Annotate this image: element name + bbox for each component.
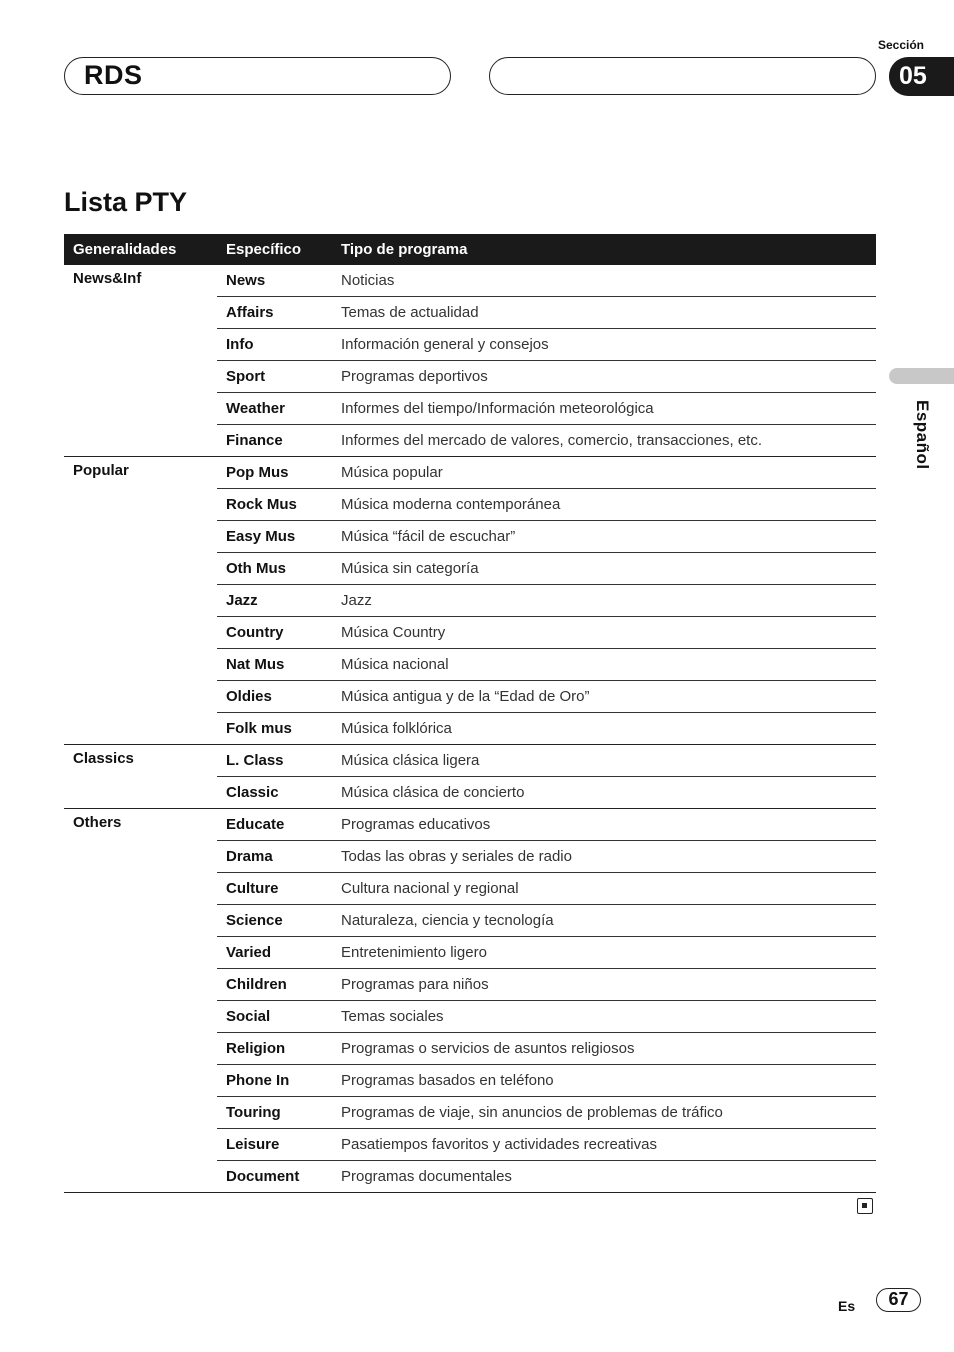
pty-code-cell: Touring [217, 1097, 332, 1129]
program-type-cell: Música popular [332, 457, 876, 489]
column-header-specific: Específico [217, 234, 332, 265]
pty-code-cell: Finance [217, 425, 332, 457]
program-type-cell: Música antigua y de la “Edad de Oro” [332, 681, 876, 713]
pty-code-cell: Folk mus [217, 713, 332, 745]
pty-code-cell: Easy Mus [217, 521, 332, 553]
pty-code-cell: Jazz [217, 585, 332, 617]
section-caption: Sección [877, 38, 925, 52]
program-type-cell: Música nacional [332, 649, 876, 681]
pty-code-cell: News [217, 265, 332, 297]
pty-code-cell: Sport [217, 361, 332, 393]
program-type-cell: Música “fácil de escuchar” [332, 521, 876, 553]
program-type-cell: Programas documentales [332, 1161, 876, 1193]
program-type-cell: Programas para niños [332, 969, 876, 1001]
program-type-cell: Pasatiempos favoritos y actividades recreativas [332, 1129, 876, 1161]
program-type-cell: Música clásica de concierto [332, 777, 876, 809]
program-type-cell: Programas basados en teléfono [332, 1065, 876, 1097]
program-type-cell: Programas educativos [332, 809, 876, 841]
pty-table [64, 234, 876, 1193]
program-type-cell: Temas sociales [332, 1001, 876, 1033]
pty-code-cell: Nat Mus [217, 649, 332, 681]
table-header-row [64, 234, 876, 265]
group-name-cell: Popular [64, 457, 217, 745]
pty-code-cell: Oth Mus [217, 553, 332, 585]
pty-code-cell: Phone In [217, 1065, 332, 1097]
table-row [64, 745, 876, 777]
pty-code-cell: L. Class [217, 745, 332, 777]
pty-table-body [64, 265, 876, 1193]
group-name-cell: News&Inf [64, 265, 217, 457]
pty-code-cell: Weather [217, 393, 332, 425]
pty-code-cell: Varied [217, 937, 332, 969]
program-type-cell: Programas de viaje, sin anuncios de problemas de tráfico [332, 1097, 876, 1129]
page-number: 67 [876, 1288, 921, 1312]
program-type-cell: Jazz [332, 585, 876, 617]
pty-code-cell: Religion [217, 1033, 332, 1065]
program-type-cell: Música Country [332, 617, 876, 649]
group-name-cell: Others [64, 809, 217, 1193]
group-name-cell: Classics [64, 745, 217, 809]
language-side-tab [889, 368, 954, 384]
table-row [64, 809, 876, 841]
program-type-cell: Música sin categoría [332, 553, 876, 585]
table-row [64, 265, 876, 297]
pty-code-cell: Social [217, 1001, 332, 1033]
pty-code-cell: Science [217, 905, 332, 937]
program-type-cell: Temas de actualidad [332, 297, 876, 329]
section-number-badge: 05 [889, 57, 954, 96]
program-type-cell: Programas deportivos [332, 361, 876, 393]
table-row [64, 457, 876, 489]
pty-code-cell: Pop Mus [217, 457, 332, 489]
pty-code-cell: Rock Mus [217, 489, 332, 521]
pty-code-cell: Document [217, 1161, 332, 1193]
chapter-title-frame [489, 57, 876, 95]
pty-code-cell: Affairs [217, 297, 332, 329]
page-title: Lista PTY [64, 187, 188, 217]
pty-code-cell: Children [217, 969, 332, 1001]
program-type-cell: Informes del tiempo/Información meteorológica [332, 393, 876, 425]
program-type-cell: Programas o servicios de asuntos religiosos [332, 1033, 876, 1065]
pty-code-cell: Classic [217, 777, 332, 809]
pty-code-cell: Leisure [217, 1129, 332, 1161]
pty-code-cell: Culture [217, 873, 332, 905]
program-type-cell: Noticias [332, 265, 876, 297]
pty-code-cell: Drama [217, 841, 332, 873]
pty-code-cell: Country [217, 617, 332, 649]
program-type-cell: Entretenimiento ligero [332, 937, 876, 969]
program-type-cell: Música moderna contemporánea [332, 489, 876, 521]
language-label: Español [913, 400, 932, 470]
section-title: RDS [84, 60, 143, 90]
pty-code-cell: Info [217, 329, 332, 361]
pty-code-cell: Oldies [217, 681, 332, 713]
pty-code-cell: Educate [217, 809, 332, 841]
program-type-cell: Información general y consejos [332, 329, 876, 361]
end-of-section-icon [857, 1198, 873, 1214]
program-type-cell: Música clásica ligera [332, 745, 876, 777]
program-type-cell: Cultura nacional y regional [332, 873, 876, 905]
program-type-cell: Música folklórica [332, 713, 876, 745]
program-type-cell: Naturaleza, ciencia y tecnología [332, 905, 876, 937]
column-header-general: Generalidades [64, 234, 217, 265]
program-type-cell: Informes del mercado de valores, comercio, transacciones, etc. [332, 425, 876, 457]
column-header-program-type: Tipo de programa [332, 234, 876, 265]
program-type-cell: Todas las obras y seriales de radio [332, 841, 876, 873]
footer-language-code: Es [838, 1298, 856, 1314]
